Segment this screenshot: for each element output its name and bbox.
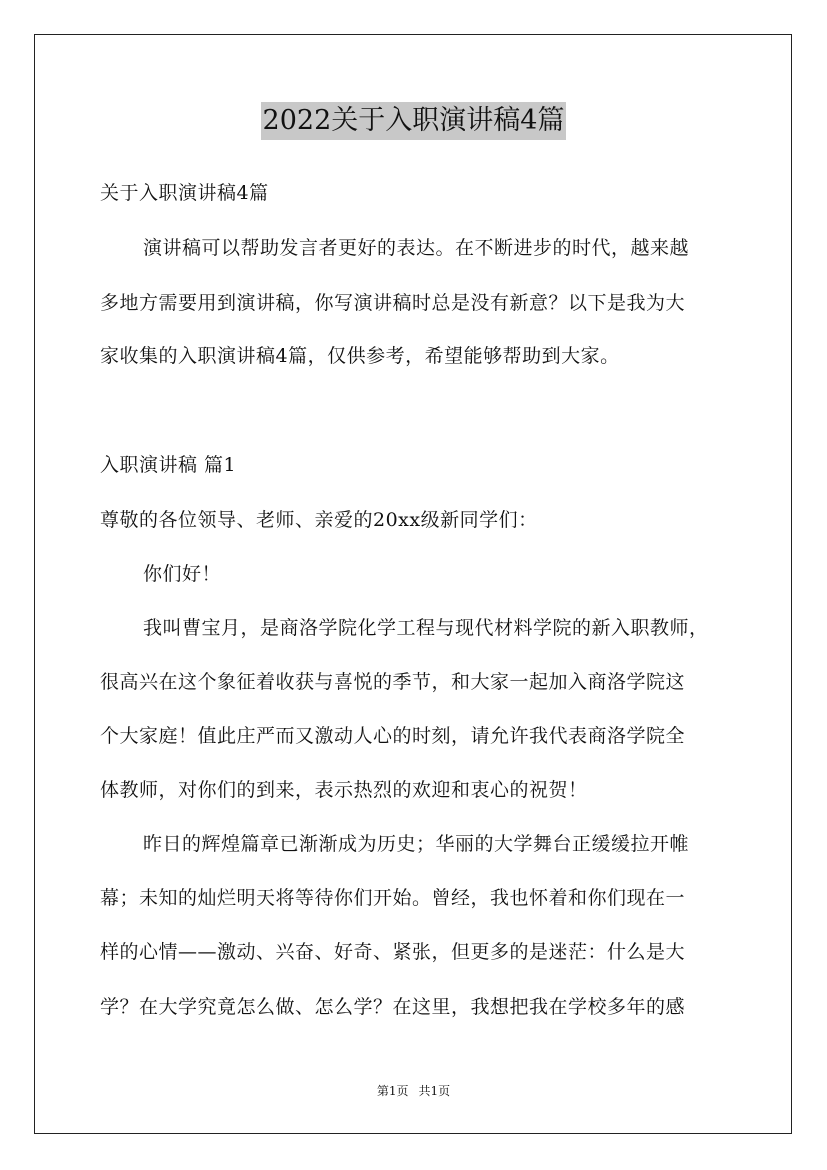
page-total: 共1页 [418, 1084, 451, 1098]
paragraph1-line-4: 体教师，对你们的到来，表示热烈的欢迎和衷心的祝贺！ [100, 779, 588, 801]
paragraph2-line-2: 幕；未知的灿烂明天将等待你们开始。曾经，我也怀着和你们现在一 [100, 887, 686, 909]
title-container [0, 102, 827, 140]
intro-line-2: 多地方需要用到演讲稿，你写演讲稿时总是没有新意？以下是我为大 [100, 292, 686, 314]
document-subtitle: 关于入职演讲稿4篇 [100, 182, 269, 204]
paragraph2-line-4: 学？在大学究竟怎么做、怎么学？在这里，我想把我在学校多年的感 [100, 996, 686, 1018]
page-number: 第1页 [376, 1084, 409, 1098]
document-title: 2022关于入职演讲稿4篇 [261, 102, 567, 140]
page-footer [0, 1083, 827, 1099]
paragraph1-line-3: 个大家庭！值此庄严而又激动人心的时刻，请允许我代表商洛学院全 [100, 725, 686, 747]
intro-line-3: 家收集的入职演讲稿4篇，仅供参考，希望能够帮助到大家。 [100, 345, 620, 367]
paragraph2-line-1: 昨日的辉煌篇章已渐渐成为历史；华丽的大学舞台正缓缓拉开帷 [143, 833, 690, 855]
intro-line-1: 演讲稿可以帮助发言者更好的表达。在不断进步的时代，越来越 [143, 237, 690, 259]
greeting: 你们好！ [143, 563, 222, 585]
section-heading: 入职演讲稿 篇1 [100, 454, 237, 476]
salutation: 尊敬的各位领导、老师、亲爱的20xx级新同学们： [100, 509, 538, 531]
paragraph1-line-2: 很高兴在这个象征着收获与喜悦的季节，和大家一起加入商洛学院这 [100, 671, 686, 693]
paragraph1-line-1: 我叫曹宝月，是商洛学院化学工程与现代材料学院的新入职教师， [143, 617, 709, 639]
paragraph2-line-3: 样的心情——激动、兴奋、好奇、紧张，但更多的是迷茫：什么是大 [100, 941, 686, 963]
